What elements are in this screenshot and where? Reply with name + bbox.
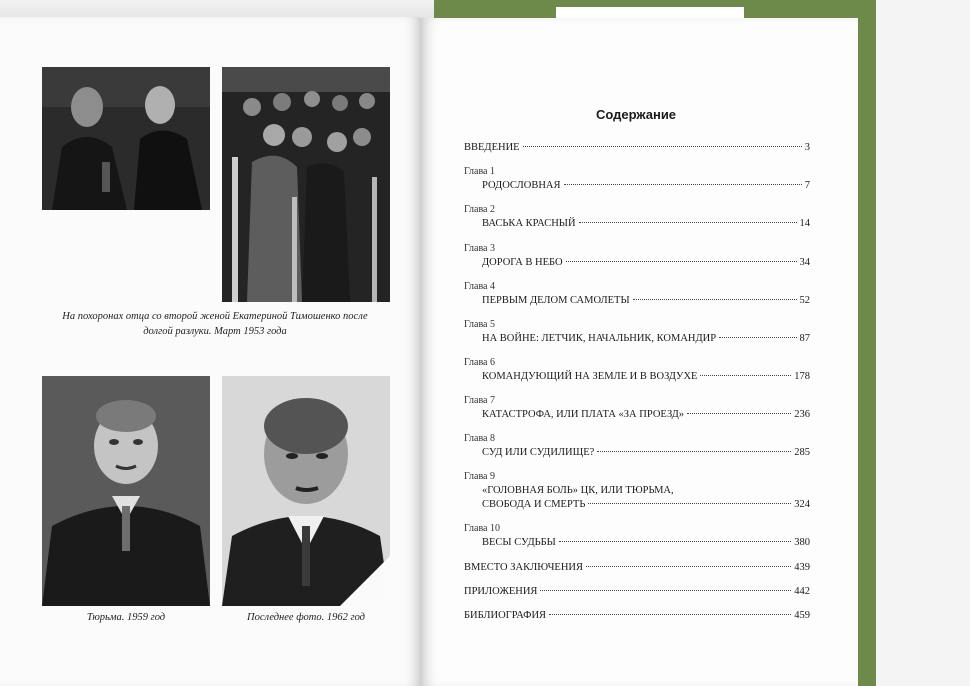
toc-entry-page: 285 [794,447,810,458]
toc-entry-chapter-8 [464,432,810,460]
toc-chapter-label: Глава 4 [464,281,495,292]
toc-entry-chapter-5 [464,318,810,346]
toc-entry-title: БИБЛИОГРАФИЯ [464,610,547,621]
toc-chapter-label: Глава 5 [464,319,495,330]
toc-chapter-label: Глава 7 [464,395,495,406]
toc-chapter-label: Глава 3 [464,243,495,254]
toc-entry-introduction [464,141,810,155]
toc-entry-chapter-9 [464,470,810,512]
toc-entry-page: 439 [794,562,810,573]
toc-entry-page: 442 [794,586,810,597]
toc-entry-title-line1: «ГОЛОВНАЯ БОЛЬ» ЦК, ИЛИ ТЮРЬМА, [482,485,674,496]
toc-entry-conclusion [464,561,810,575]
toc-entry-chapter-1 [464,165,810,193]
toc-entry-chapter-3 [464,242,810,270]
toc-entry-title: ПРИЛОЖЕНИЯ [464,586,538,597]
caption-funeral: На похоронах отца со второй женой Екатериной Тимошенко после долгой разлуки. Март 1953 года [62,311,368,337]
toc-entry-title: КАТАСТРОФА, ИЛИ ПЛАТА «ЗА ПРОЕЗД» [482,409,684,420]
toc-entry-page: 34 [799,257,810,268]
toc-entry-title: ВМЕСТО ЗАКЛЮЧЕНИЯ [464,562,584,573]
toc-chapter-label: Глава 9 [464,471,495,482]
toc-entry-chapter-2 [464,203,810,231]
toc-entry-bibliography [464,609,810,623]
caption-last-photo: Последнее фото. 1962 год [247,612,365,623]
toc-entry-chapter-10 [464,522,810,550]
toc-chapter-label: Глава 2 [464,204,495,215]
toc-entry-title: ДОРОГА В НЕБО [482,257,563,268]
toc-entry-title: ВВЕДЕНИЕ [464,142,520,153]
toc-entry-page: 178 [794,371,810,382]
toc-chapter-label: Глава 6 [464,357,495,368]
toc-entry-chapter-6 [464,356,810,384]
toc-entry-title: ВАСЬКА КРАСНЫЙ [482,218,576,229]
toc-entry-title: КОМАНДУЮЩИЙ НА ЗЕМЛЕ И В ВОЗДУХЕ [482,371,698,382]
toc-entry-chapter-4 [464,280,810,308]
toc-chapter-label: Глава 10 [464,523,500,534]
caption-prison: Тюрьма. 1959 год [86,612,166,623]
toc-entry-page: 459 [794,610,810,621]
toc-entry-page: 87 [799,333,810,344]
toc-entry-page: 324 [794,499,810,510]
photo-last [222,376,390,606]
photo-funeral-hall [222,67,390,302]
toc-chapter-label: Глава 8 [464,433,495,444]
photo-prison [42,376,210,606]
toc-entry-page: 52 [799,295,810,306]
toc-entry-chapter-7 [464,394,810,422]
photo-funeral-couple [42,67,210,210]
toc-chapter-label: Глава 1 [464,166,495,177]
toc-entry-page: 7 [804,180,810,191]
scan-margin [876,0,970,686]
toc-entry-title: РОДОСЛОВНАЯ [482,180,561,191]
toc-entry-page: 236 [794,409,810,420]
toc-entry-title: ПЕРВЫМ ДЕЛОМ САМОЛЕТЫ [482,295,630,306]
toc-entry-title: СУД ИЛИ СУДИЛИЩЕ? [482,447,595,458]
toc-entry-title: СВОБОДА И СМЕРТЬ [482,499,586,510]
toc-entry-title: НА ВОЙНЕ: ЛЕТЧИК, НАЧАЛЬНИК, КОМАНДИР [482,333,717,344]
toc-entry-page: 14 [799,218,810,229]
toc-entry-page: 380 [794,537,810,548]
toc-title: Содержание [595,107,677,122]
toc-entry-appendices [464,585,810,599]
toc-entry-title: ВЕСЫ СУДЬБЫ [482,537,556,548]
toc-entry-page: 3 [804,142,810,153]
